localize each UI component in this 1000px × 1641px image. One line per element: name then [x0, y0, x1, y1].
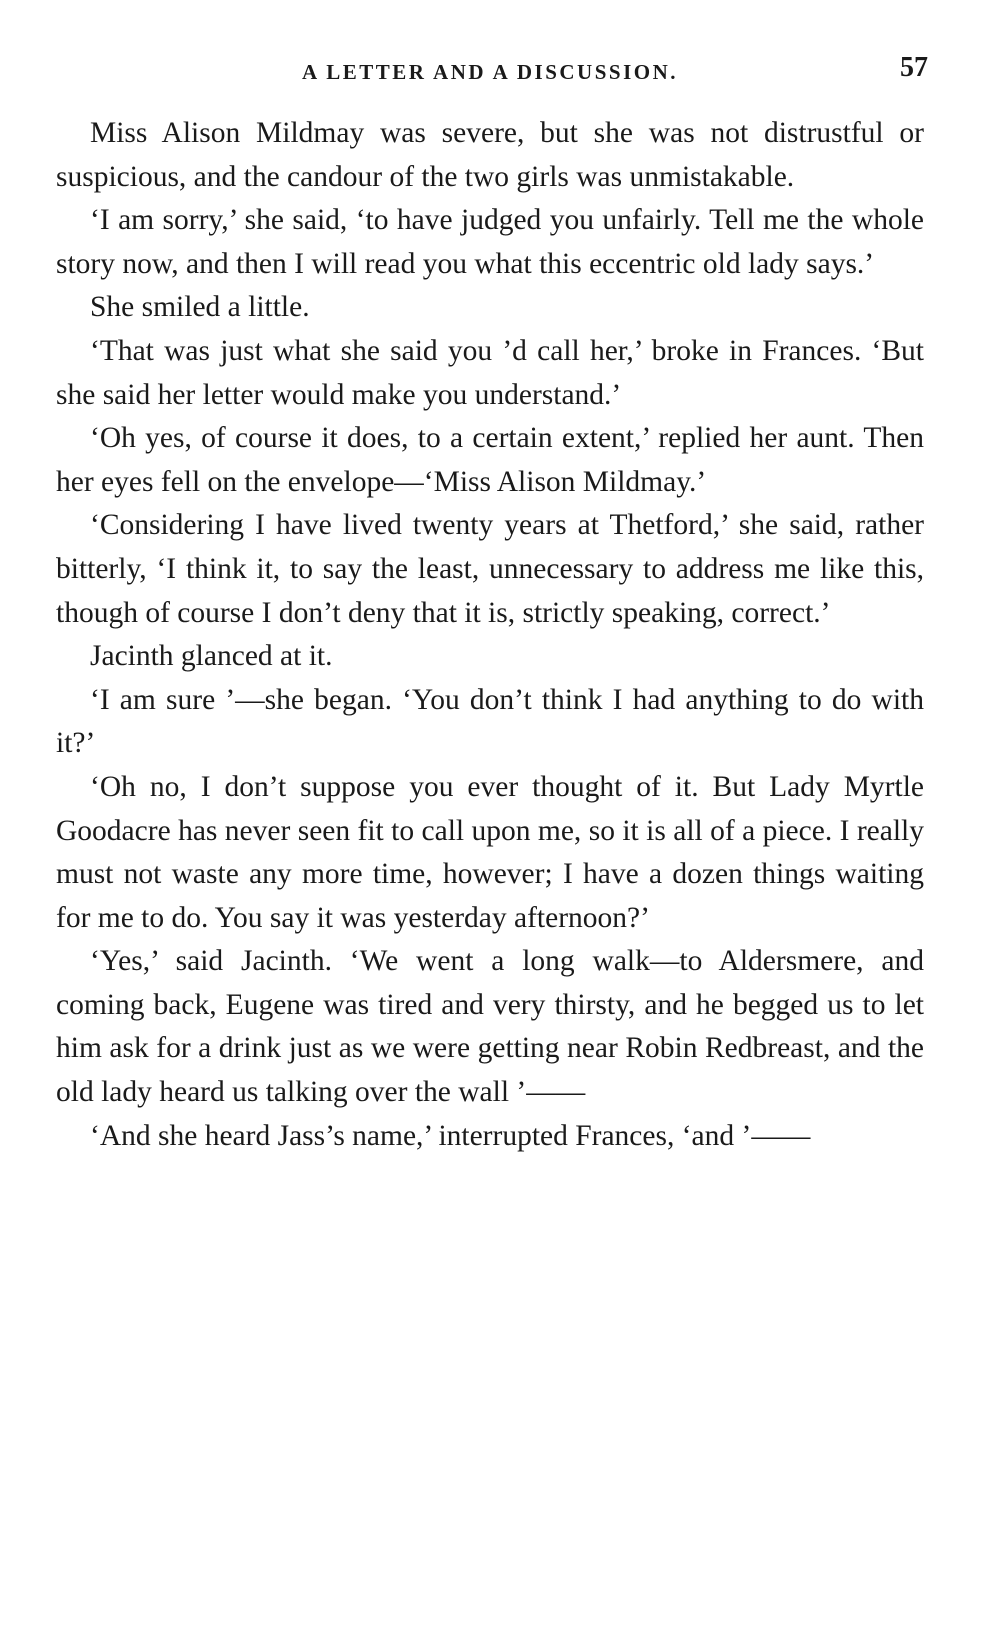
- running-title: A LETTER AND A DISCUSSION.: [301, 60, 679, 84]
- page-number: 57: [900, 52, 928, 83]
- paragraph: ‘Considering I have lived twenty years at Thetford,’ she said, rather bitterly, ‘I think it, to say the least, unnecessary to address me like this, though of course I don’t deny that it is, strictly speaking, correct.’: [56, 509, 924, 629]
- body-text: [56, 112, 924, 1158]
- paragraph: Miss Alison Mildmay was severe, but she was not distrustful or suspicious, and the candour of the two girls was unmistakable.: [56, 117, 924, 193]
- paragraph: ‘That was just what she said you ’d call her,’ broke in Frances. ‘But she said her letter would make you understand.’: [56, 334, 924, 411]
- paragraph: ‘And she heard Jass’s name,’ interrupted Frances, ‘and ’——: [90, 1119, 811, 1152]
- paragraph: ‘Oh yes, of course it does, to a certain extent,’ replied her aunt. Then her eyes fell on the envelope—‘Miss Alison Mildmay.’: [56, 422, 924, 498]
- paragraph: ‘I am sorry,’ she said, ‘to have judged you unfairly. Tell me the whole story now, and then I will read you what this eccentric old lady says.’: [56, 204, 924, 280]
- paragraph: Jacinth glanced at it.: [90, 640, 333, 673]
- paragraph: ‘I am sure ’—she began. ‘You don’t think I had anything to do with it?’: [56, 683, 924, 760]
- paragraph: ‘Yes,’ said Jacinth. ‘We went a long walk—to Aldersmere, and coming back, Eugene was tired and very thirsty, and he begged us to let him ask for a drink just as we were getting near Robin Redbreast, and the old lady heard us talking over the wall ’——: [56, 945, 924, 1109]
- paragraph: ‘Oh no, I don’t suppose you ever thought of it. But Lady Myrtle Goodacre has never seen fit to call upon me, so it is all of a piece. I really must not waste any more time, however; I have a dozen things waiting for me to do. You say it was yesterday afternoon?’: [56, 770, 924, 934]
- paragraph: She smiled a little.: [90, 291, 310, 324]
- running-head: [56, 52, 928, 100]
